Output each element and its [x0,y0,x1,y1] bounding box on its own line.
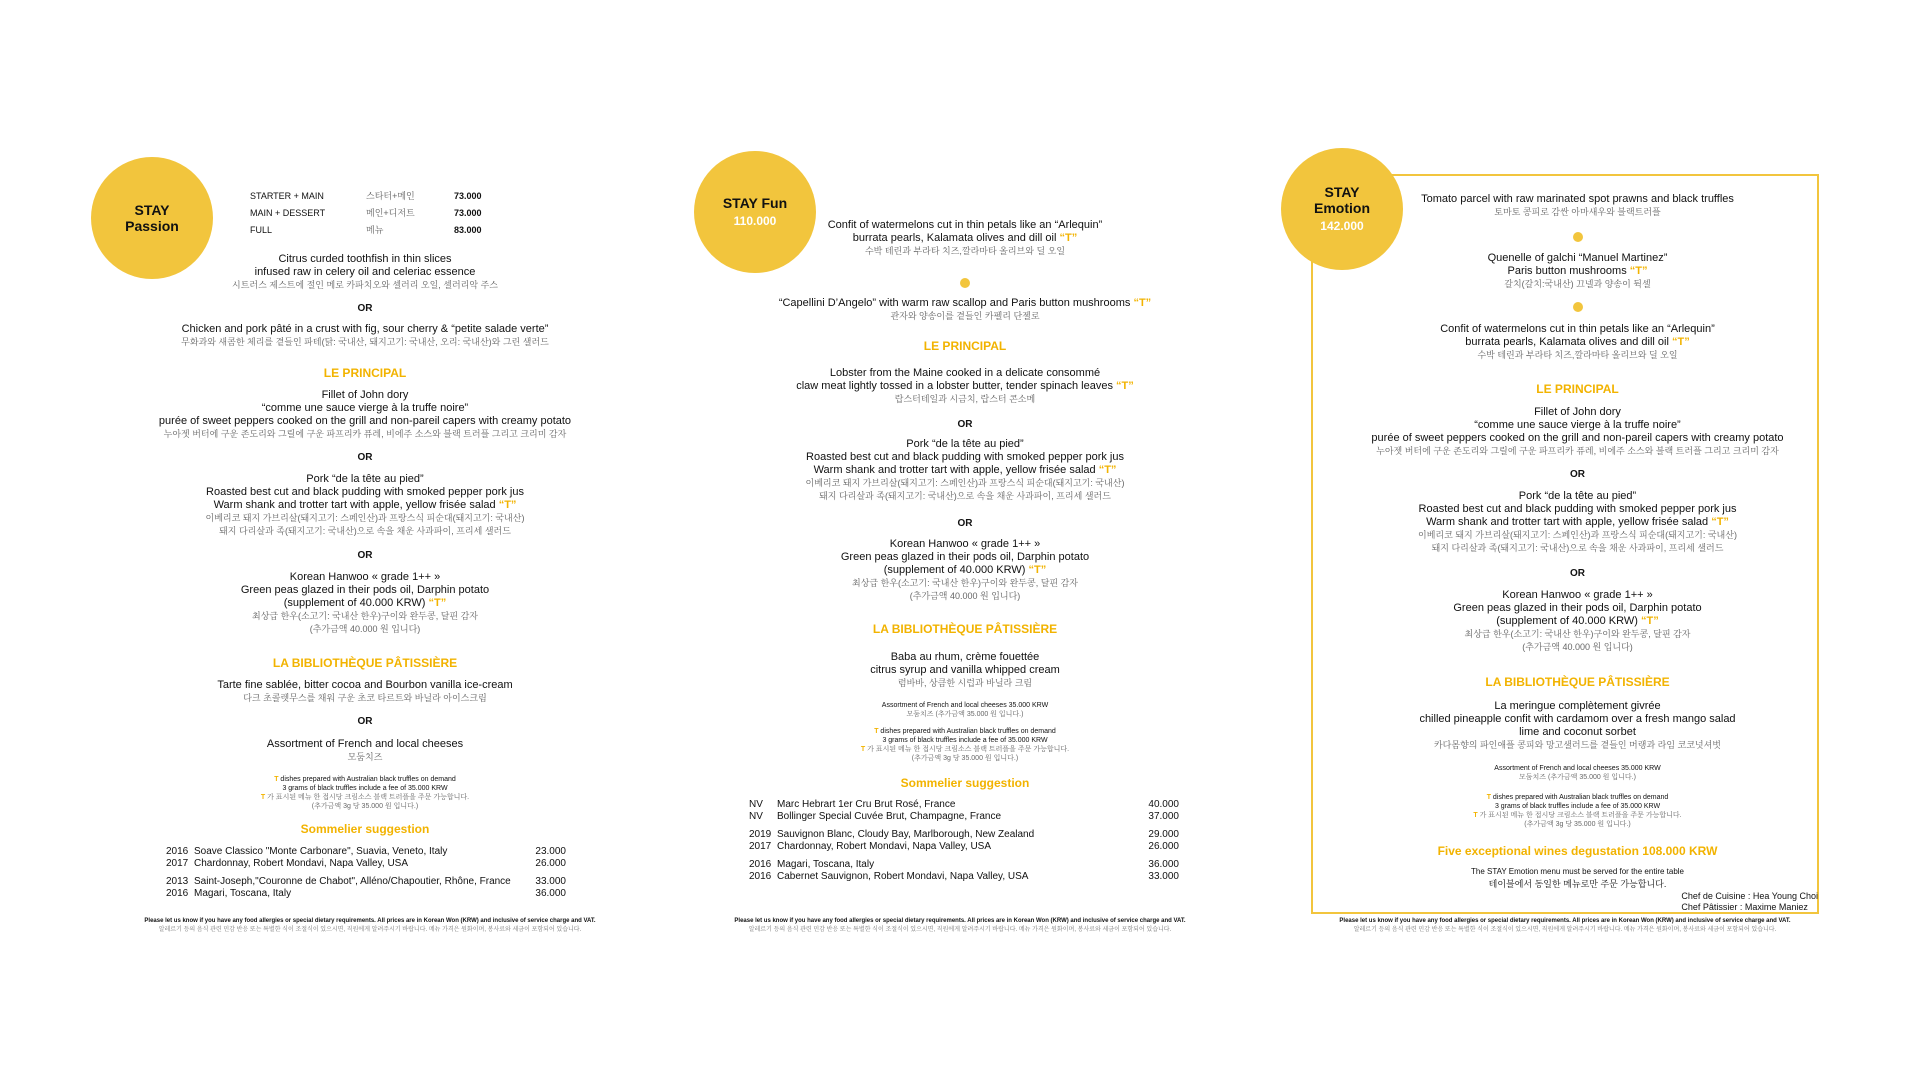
note-text: 가 표시된 메뉴 한 접시당 크림소스 블랙 트러플을 주문 가능합니다. [267,794,470,801]
wine-list [166,846,566,900]
wine-name: Chardonnay, Robert Mondavi, Napa Valley, USA [777,841,991,852]
wine-list [749,799,1179,883]
price-value: 73.000 [454,191,482,201]
dish-ko: 카다몸향의 파인애플 콩피와 망고샐러드를 곁들인 머랭과 라임 코코넛셔벗 [1433,740,1722,750]
section-title-principal: LE PRINCIPAL [323,366,407,380]
chef-line: Chef de Cuisine : Hea Young Choi [1681,891,1818,901]
dish-ko: 수박 테린과 부라타 치즈,깔라마타 올리브와 딜 오일 [1477,350,1678,360]
badge-price: 110.000 [733,214,777,228]
dish-text: claw meat lightly tossed in a lobster butter, tender spinach leaves [796,380,1113,392]
note-text: dishes prepared with Australian black truffles on demand [280,776,456,783]
dish-ko: 무화과와 새콤한 체리를 곁들인 파테(닭: 국내산, 돼지고기: 국내산, 오리: 국내산)와 그린 샐러드 [181,337,549,347]
dish-line: Green peas glazed in their pods oil, Darphin potato [240,584,490,596]
dish-line [110,597,620,610]
note-text: dishes prepared with Australian black truffles on demand [1492,794,1669,801]
dish-line [1305,516,1850,529]
note-text: 가 표시된 메뉴 한 접시당 크림소스 블랙 트러플을 주문 가능합니다. [867,746,1070,753]
course-dot [1305,302,1850,316]
main-beef [700,538,1230,603]
wine-row [749,811,1179,823]
dish-line: Korean Hanwoo « grade 1++ » [1502,589,1653,601]
dish-line [700,464,1230,477]
footer-en: Please let us know if you have any food allergies or special dietary requirements. All prices are in Korean Won (KRW) and inclusive of service charge and VAT. [144,918,596,924]
dish-line: Tomato parcel with raw marinated spot prawns and black truffles [1421,193,1734,205]
chef-credits [1681,891,1818,913]
dish-line: Green peas glazed in their pods oil, Darphin potato [840,551,1090,563]
dish-ko: (추가금액 40.000 원 입니다) [1522,642,1633,652]
dish-line: Pork “de la tête au pied” [306,473,424,485]
cheese-note [700,701,1230,719]
dish-line: lime and coconut sorbet [1519,726,1636,738]
dish-ko: 럼바바, 상큼한 시럽과 바닐라 크림 [897,678,1033,688]
wine-price: 29.000 [1148,829,1179,840]
dish-line: La meringue complètement givrée [1494,700,1661,712]
dish-ko: 이베리코 돼지 가브리살(돼지고기: 스페인산)과 프랑스식 피순대(돼지고기: 국내산) [1418,530,1737,540]
price-row [250,205,488,222]
dish-ko: 이베리코 돼지 가브리살(돼지고기: 스페인산)과 프랑스식 피순대(돼지고기: 국내산) [205,513,525,523]
dish-text: (supplement of 40.000 KRW) [1496,615,1638,627]
section-title-pastry: LA BIBLIOTHÈQUE PÂTISSIÈRE [1485,675,1670,689]
dish-ko: 시트러스 제스트에 절인 메로 카파치오와 셀러리 오일, 셀러리악 주스 [232,280,498,290]
wine-vintage: 2019 [749,829,772,840]
truffle-mark: T [274,776,279,783]
or-divider: OR [957,518,973,529]
pasta [700,297,1230,323]
price-table [250,188,488,239]
truffle-mark: “T” [1629,265,1648,277]
truffle-mark: “T” [1711,516,1729,528]
dish-line: Chicken and pork pâté in a crust with fig, sour cherry & “petite salade verte” [181,323,549,335]
dish-line: purée of sweet peppers cooked on the grill and non-pareil capers with creamy potato [1371,432,1784,444]
wine-price: 26.000 [1148,841,1179,852]
price-label-ko: 메인+디저트 [366,208,415,218]
dish-ko: 최상급 한우(소고기: 국내산 한우)구이와 완두콩, 달핀 감자 [852,578,1078,588]
dot-icon [1573,232,1583,242]
dish-line: Baba au rhum, crème fouettée [890,651,1040,663]
wine-vintage: NV [749,799,763,810]
truffle-mark: T [874,728,879,735]
dish-text: (supplement of 40.000 KRW) [283,597,426,609]
dish-ko: 수박 테린과 부라타 치즈,깔라마타 올리브와 딜 오일 [864,246,1066,256]
main-beef [110,571,620,636]
note-line: Assortment of French and local cheeses 35.000 KRW [881,702,1049,709]
starter-1 [110,253,620,292]
main-fish [110,389,620,441]
dot-icon [1573,302,1583,312]
dish-line: Fillet of John dory [1534,406,1621,418]
main-pork [110,473,620,538]
dish-ko: 누아젯 버터에 구운 존도리와 그릴에 구운 파프리카 퓨레, 비에주 소스와 블랙 트러플 그리고 크리미 감자 [163,429,567,439]
main-fish [1305,406,1850,458]
starter-3 [1305,323,1850,362]
main-pork [700,438,1230,503]
footer-ko: 알레르기 등의 음식 관련 민감 반응 또는 특별한 식이 조절식이 있으시면, 직원에게 알려주시기 바랍니다. 메뉴 가격은 원화이며, 봉사료와 세금이 포함되어 있습니다. [748,927,1172,933]
note-line-ko: (추가금액 3g 당 35.000 원 입니다.) [1524,821,1631,828]
section-title-principal: LE PRINCIPAL [1536,382,1619,396]
section-title-pastry: LA BIBLIOTHÈQUE PÂTISSIÈRE [872,622,1058,636]
wine-row [749,871,1179,883]
starter-1 [700,219,1230,258]
truffle-mark: “T” [1133,297,1152,309]
dish-line: “comme une sauce vierge à la truffe noire” [261,402,469,414]
dish-line [1305,615,1850,628]
wine-name: Magari, Toscana, Italy [194,888,292,899]
badge-title: STAY Fun [722,195,788,211]
dish-ko: 랍스터테일과 시금치, 랍스터 콘소메 [894,394,1036,404]
dish-ko: 토마토 콩피로 감싼 아마새우와 블랙트러플 [1494,207,1661,217]
badge-title: STAY [134,202,170,218]
dish-line: Pork “de la tête au pied” [1518,490,1637,502]
dish-line [700,380,1230,393]
dish-ko: 최상급 한우(소고기: 국내산 한우)구이와 완두콩, 달핀 감자 [252,611,478,621]
dish-ko: (추가금액 40.000 원 입니다) [309,624,421,634]
footer-en: Please let us know if you have any food allergies or special dietary requirements. All prices are in Korean Won (KRW) and inclusive of service charge and VAT. [734,918,1186,924]
wine-price: 37.000 [1148,811,1179,822]
dish-text: burrata pearls, Kalamata olives and dill oil [852,232,1057,244]
note-line: Assortment of French and local cheeses 35.000 KRW [1494,765,1661,772]
wine-vintage: 2017 [166,858,189,869]
wine-vintage: 2013 [166,876,189,887]
wine-price: 33.000 [535,876,566,887]
truffle-mark: “T” [428,597,447,609]
wine-row [749,799,1179,811]
dish-line [1305,336,1850,349]
dish-line: Confit of watermelons cut in thin petals like an “Arlequin” [1440,323,1715,335]
dish-text: Paris button mushrooms [1507,265,1627,277]
price-label: STARTER + MAIN [250,191,324,201]
dish-ko: 모둠치즈 [347,752,383,762]
truffle-mark: T [260,794,266,801]
note-line-ko [1305,811,1850,820]
wine-row [749,829,1179,841]
truffle-note [700,727,1230,763]
or-divider: OR [357,550,373,561]
dish-ko: 돼지 다리살과 족(돼지고기: 국내산)으로 속을 채운 사과파이, 프리세 샐러드 [819,491,1111,501]
wine-vintage: 2016 [166,846,189,857]
dish-line: Confit of watermelons cut in thin petals like an “Arlequin” [827,219,1103,231]
dish-line: Fillet of John dory [321,389,409,401]
wines-degustation-title: Five exceptional wines degustation 108.000 KRW [1437,844,1718,858]
starter-1 [1305,193,1850,219]
dish-ko: 갈치(갈치:국내산) 끄넬과 양송이 뒥셀 [1504,279,1651,289]
note-line [700,727,1230,736]
note-line-ko: (추가금액 3g 당 35.000 원 입니다.) [311,803,419,810]
dish-line: chilled pineapple confit with cardamom over a fresh mango salad [1419,713,1736,725]
dish-ko: 관자와 양송이를 곁들인 카펠리 단젤로 [890,311,1040,321]
note-line-ko: 테이블에서 동일한 메뉴로만 주문 가능합니다. [1488,879,1667,889]
dish-text: (supplement of 40.000 KRW) [883,564,1026,576]
wine-name: Magari, Toscana, Italy [777,859,875,870]
note-line-ko: 모둠치즈 (추가금액 35.000 원 입니다.) [1519,774,1636,781]
note-line-ko [700,745,1230,754]
dot-icon [960,278,970,288]
dish-ko: 돼지 다리살과 족(돼지고기: 국내산)으로 속을 채운 사과파이, 프리세 샐러드 [219,526,511,536]
footer [1285,917,1845,935]
truffle-mark: “T” [1671,336,1690,348]
dish-ko: 누아젯 버터에 구운 존도리와 그릴에 구운 파프리카 퓨레, 비에주 소스와 블랙 트러플 그리고 크리미 감자 [1376,446,1779,456]
note-line [110,775,620,784]
dish-line [700,232,1230,245]
wine-name: Cabernet Sauvignon, Robert Mondavi, Napa Valley, USA [777,871,1029,882]
main-beef [1305,589,1850,654]
price-row [250,222,488,239]
wine-row [166,846,566,858]
price-label-ko: 스타터+메인 [366,191,415,201]
truffle-mark: “T” [1116,380,1134,392]
dish-line: Tarte fine sablée, bitter cocoa and Bourbon vanilla ice-cream [217,679,513,691]
wine-name: Marc Hebrart 1er Cru Brut Rosé, France [777,799,956,810]
course-dot [1305,232,1850,246]
note-line [1305,793,1850,802]
dish-line: Assortment of French and local cheeses [266,738,464,750]
wine-name: Saint-Joseph,"Couronne de Chabot", Alléno/Chapoutier, Rhône, France [194,876,511,887]
dish-line: Roasted best cut and black pudding with smoked pepper pork jus [806,451,1124,463]
footer [680,917,1240,935]
wine-name: Sauvignon Blanc, Cloudy Bay, Marlborough, New Zealand [777,829,1035,840]
dish-text: Warm shank and trotter tart with apple, yellow frisée salad [213,499,496,511]
wine-price: 40.000 [1148,799,1179,810]
note-line: The STAY Emotion menu must be served for the entire table [1471,867,1684,876]
note-line-ko: (추가금액 3g 당 35.000 원 입니다.) [911,755,1019,762]
note-text: 가 표시된 메뉴 한 접시당 크림소스 블랙 트러플을 주문 가능합니다. [1479,812,1682,819]
wine-row [166,876,566,888]
or-divider: OR [357,303,373,314]
dish-text: burrata pearls, Kalamata olives and dill oil [1465,336,1669,348]
price-value: 83.000 [454,225,482,235]
wine-name: Chardonnay, Robert Mondavi, Napa Valley, USA [194,858,408,869]
dish-line: “comme une sauce vierge à la truffe noire” [1474,419,1681,431]
footer-ko: 알레르기 등의 음식 관련 민감 반응 또는 특별한 식이 조절식이 있으시면, 직원에게 알려주시기 바랍니다. 메뉴 가격은 원화이며, 봉사료와 세금이 포함되어 있습니다. [1353,927,1777,933]
dish-line [700,564,1230,577]
dessert-1 [700,651,1230,690]
dish-line: Roasted best cut and black pudding with smoked pepper pork jus [206,486,524,498]
wine-row [749,859,1179,871]
main-pork [1305,490,1850,555]
truffle-mark: “T” [1098,464,1117,476]
truffle-mark: “T” [1028,564,1047,576]
price-label: FULL [250,225,273,235]
course-dot [700,278,1230,292]
footer-en: Please let us know if you have any food allergies or special dietary requirements. All prices are in Korean Won (KRW) and inclusive of service charge and VAT. [1339,918,1791,924]
truffle-mark: “T” [498,499,517,511]
wine-vintage: NV [749,811,763,822]
wine-price: 36.000 [535,888,566,899]
price-label: MAIN + DESSERT [250,208,326,218]
wine-vintage: 2016 [166,888,189,899]
menu-stay-fun [700,0,1230,1080]
cheese-note [1305,764,1850,782]
section-title-sommelier: Sommelier suggestion [900,776,1030,790]
note-line: 3 grams of black truffles include a fee of 35.000 KRW [282,785,448,792]
dish-text: “Capellini D’Angelo” with warm raw scallop and Paris button mushrooms [778,297,1131,309]
truffle-mark: “T” [1059,232,1078,244]
dish-line [700,297,1230,310]
dish-line [1305,265,1850,278]
footer [90,917,650,935]
section-title-principal: LE PRINCIPAL [923,339,1007,353]
wine-name: Bollinger Special Cuvée Brut, Champagne, France [777,811,1002,822]
badge-title: STAY [1324,184,1360,200]
note-text: dishes prepared with Australian black truffles on demand [880,728,1056,735]
wine-price: 36.000 [1148,859,1179,870]
dish-line: Roasted best cut and black pudding with smoked pepper pork jus [1418,503,1737,515]
truffle-note [1305,793,1850,829]
dish-ko: 최상급 한우(소고기: 국내산 한우)구이와 완두콩, 달핀 감자 [1464,629,1691,639]
wine-vintage: 2016 [749,871,772,882]
wine-price: 23.000 [535,846,566,857]
wine-row [166,858,566,870]
note-line: 3 grams of black truffles include a fee of 35.000 KRW [882,737,1048,744]
or-divider: OR [1570,469,1585,480]
dish-ko: 다크 초콜렛무스를 채워 구운 초코 타르트와 바닐라 아이스크림 [243,693,487,703]
dish-line: Green peas glazed in their pods oil, Darphin potato [1453,602,1702,614]
badge-price: 142.000 [1320,219,1364,233]
dish-line: Citrus curded toothfish in thin slices [278,253,452,265]
dish-line: Korean Hanwoo « grade 1++ » [889,538,1041,550]
truffle-mark: “T” [1640,615,1659,627]
badge-title: Emotion [1314,200,1370,216]
dish-line: infused raw in celery oil and celeriac essence [254,266,476,278]
menu-stay-passion [110,0,620,1080]
starter-2 [110,323,620,349]
wine-row [166,888,566,900]
dessert-1 [110,679,620,705]
truffle-mark: T [860,746,866,753]
truffle-mark: T [1473,812,1478,819]
starter-2 [1305,252,1850,291]
or-divider: OR [1570,568,1585,579]
section-title-pastry: LA BIBLIOTHÈQUE PÂTISSIÈRE [272,656,458,670]
dish-line [110,499,620,512]
dish-text: Warm shank and trotter tart with apple, yellow frisée salad [1426,516,1709,528]
price-label-ko: 메뉴 [366,225,384,235]
wine-name: Soave Classico "Monte Carbonare", Suavia, Veneto, Italy [194,846,448,857]
dish-line: citrus syrup and vanilla whipped cream [870,664,1060,676]
menu-stay-emotion [1305,0,1850,1080]
dish-ko: 돼지 다리살과 족(돼지고기: 국내산)으로 속을 채운 사과파이, 프리세 샐러드 [1431,543,1724,553]
note-line-ko [110,793,620,802]
wine-vintage: 2017 [749,841,772,852]
dish-line: Lobster from the Maine cooked in a delicate consommé [829,367,1101,379]
truffle-mark: T [1486,794,1491,801]
dish-ko: (추가금액 40.000 원 입니다) [909,591,1021,601]
table-note [1305,866,1850,890]
price-row [250,188,488,205]
dessert-1 [1305,700,1850,752]
dish-ko: 이베리코 돼지 가브리살(돼지고기: 스페인산)과 프랑스식 피순대(돼지고기: 국내산) [805,478,1125,488]
or-divider: OR [357,716,373,727]
or-divider: OR [357,452,373,463]
chef-line: Chef Pâtissier : Maxime Maniez [1681,902,1808,912]
dish-line: Pork “de la tête au pied” [906,438,1024,450]
note-line: 3 grams of black truffles include a fee of 35.000 KRW [1494,803,1661,810]
footer-ko: 알레르기 등의 음식 관련 민감 반응 또는 특별한 식이 조절식이 있으시면, 직원에게 알려주시기 바랍니다. 메뉴 가격은 원화이며, 봉사료와 세금이 포함되어 있습니다. [158,927,582,933]
or-divider: OR [957,419,973,430]
truffle-note [110,775,620,811]
price-value: 73.000 [454,208,482,218]
wine-vintage: 2016 [749,859,772,870]
wine-price: 26.000 [535,858,566,869]
dish-text: Warm shank and trotter tart with apple, yellow frisée salad [813,464,1096,476]
section-title-sommelier: Sommelier suggestion [300,822,430,836]
dessert-2 [110,738,620,764]
dish-line: purée of sweet peppers cooked on the grill and non-pareil capers with creamy potato [158,415,572,427]
wine-price: 33.000 [1148,871,1179,882]
main-lobster [700,367,1230,406]
dish-line: Quenelle of galchi “Manuel Martinez” [1487,252,1668,264]
note-line-ko: 모둠치즈 (추가금액 35.000 원 입니다.) [906,711,1024,718]
dish-line: Korean Hanwoo « grade 1++ » [289,571,441,583]
badge-title: Passion [125,218,179,234]
wine-row [749,841,1179,853]
